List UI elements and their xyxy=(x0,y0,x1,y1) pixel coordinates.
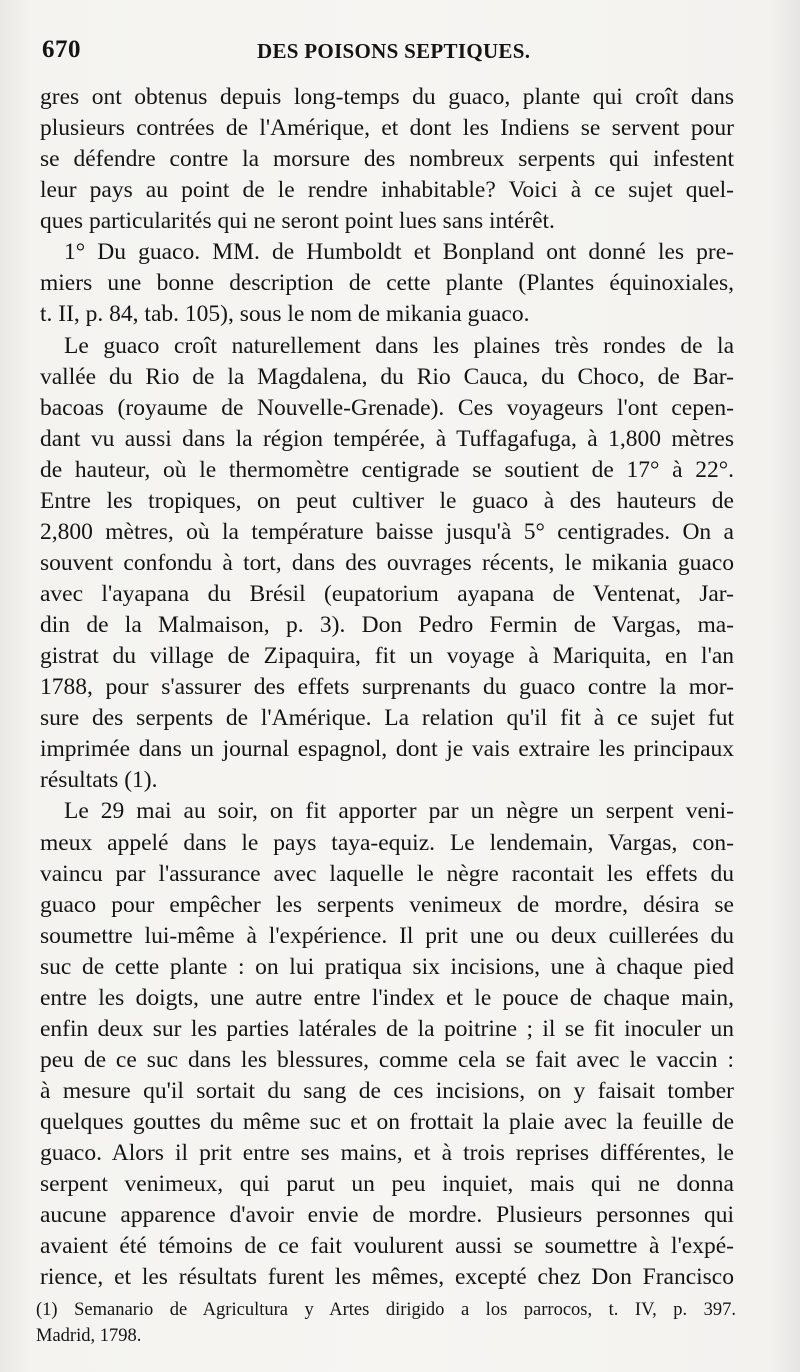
text-line: de hauteur, où le thermomètre centigrade se soutient de 17° à 22°. xyxy=(40,456,734,483)
text-line: entre les doigts, une autre entre l'index et le pouce de chaque main, xyxy=(40,984,734,1011)
text-line: Le guaco croît naturellement dans les plaines très rondes de la xyxy=(64,332,734,359)
text-line: enfin deux sur les parties latérales de la poitrine ; il se fit inoculer un xyxy=(40,1015,734,1042)
text-line: 1788, pour s'assurer des effets surprenants du guaco contre la mor- xyxy=(40,674,734,701)
running-head: DES POISONS SEPTIQUES. xyxy=(257,39,531,63)
text-line: résultats (1). xyxy=(40,767,158,794)
body-text xyxy=(40,82,734,1293)
text-line: souvent confondu à tort, dans des ouvrages récents, le mikania guaco xyxy=(40,549,734,576)
text-line: aucune apparence d'avoir envie de mordre. Plusieurs personnes qui xyxy=(40,1202,734,1229)
text-line: din de la Malmaison, p. 3). Don Pedro Fermin de Vargas, ma- xyxy=(40,612,734,639)
text-line: leur pays au point de le rendre inhabitable? Voici à ce sujet quel- xyxy=(40,177,734,204)
text-line: t. II, p. 84, tab. 105), sous le nom de mikania guaco. xyxy=(40,301,530,328)
footnote-line: Madrid, 1798. xyxy=(36,1326,142,1346)
text-line: vallée du Rio de la Magdalena, du Rio Cauca, du Choco, de Bar- xyxy=(40,363,734,390)
text-line: suc de cette plante : on lui pratiqua six incisions, une à chaque pied xyxy=(40,953,734,980)
text-line: rience, et les résultats furent les mêmes, excepté chez Don Francisco xyxy=(40,1264,734,1291)
text-line: guaco. Alors il prit entre ses mains, et à trois reprises différentes, le xyxy=(40,1140,734,1167)
text-line: sure des serpents de l'Amérique. La relation qu'il fit à ce sujet fut xyxy=(40,705,734,732)
text-line: bacoas (royaume de Nouvelle-Grenade). Ces voyageurs l'ont cepen- xyxy=(40,394,734,421)
text-line: 1° Du guaco. MM. de Humboldt et Bonpland ont donné les pre- xyxy=(64,239,734,266)
text-line: guaco pour empêcher les serpents venimeux de mordre, désira se xyxy=(40,891,734,918)
text-line: imprimée dans un journal espagnol, dont je vais extraire les principaux xyxy=(40,736,734,763)
text-line: ques particularités qui ne seront point lues sans intérêt. xyxy=(40,208,555,235)
text-line: gres ont obtenus depuis long-temps du guaco, plante qui croît dans xyxy=(40,84,734,110)
text-line: serpent venimeux, qui parut un peu inquiet, mais qui ne donna xyxy=(40,1171,734,1198)
text-line: se défendre contre la morsure des nombreux serpents qui infestent xyxy=(40,146,734,173)
text-line: peu de ce suc dans les blessures, comme cela se fait avec le vaccin : xyxy=(40,1046,734,1073)
text-line: quelques gouttes du même suc et on frottait la plaie avec la feuille de xyxy=(40,1109,734,1136)
text-line: Entre les tropiques, on peut cultiver le guaco à des hauteurs de xyxy=(40,487,734,514)
footnote xyxy=(36,1297,736,1349)
text-line: dant vu aussi dans la région tempérée, à Tuffagafuga, à 1,800 mètres xyxy=(40,425,734,452)
page-number: 670 xyxy=(42,36,81,63)
text-line: avaient été témoins de ce fait voulurent aussi se soumettre à l'expé- xyxy=(40,1233,734,1260)
text-line: 2,800 mètres, où la température baisse jusqu'à 5° centigrades. On a xyxy=(40,518,734,545)
text-line: Le 29 mai au soir, on fit apporter par un nègre un serpent veni- xyxy=(64,798,734,825)
text-line: plusieurs contrées de l'Amérique, et dont les Indiens se servent pour xyxy=(40,115,734,142)
text-line: à mesure qu'il sortait du sang de ces incisions, on y faisait tomber xyxy=(40,1078,734,1104)
text-line: avec l'ayapana du Brésil (eupatorium ayapana de Ventenat, Jar- xyxy=(40,581,734,607)
text-line: gistrat du village de Zipaquira, fit un voyage à Mariquita, en l'an xyxy=(40,643,734,670)
page-header xyxy=(42,36,732,70)
text-line: meux appelé dans le pays taya-equiz. Le lendemain, Vargas, con- xyxy=(40,829,734,856)
footnote-line: (1) Semanario de Agricultura y Artes dirigido a los parrocos, t. IV, p. 397. xyxy=(36,1300,736,1320)
text-line: vaincu par l'assurance avec laquelle le nègre racontait les effets du xyxy=(40,860,734,887)
text-line: miers une bonne description de cette plante (Plantes équinoxiales, xyxy=(40,270,734,297)
text-line: soumettre lui-même à l'expérience. Il prit une ou deux cuillerées du xyxy=(40,922,734,949)
